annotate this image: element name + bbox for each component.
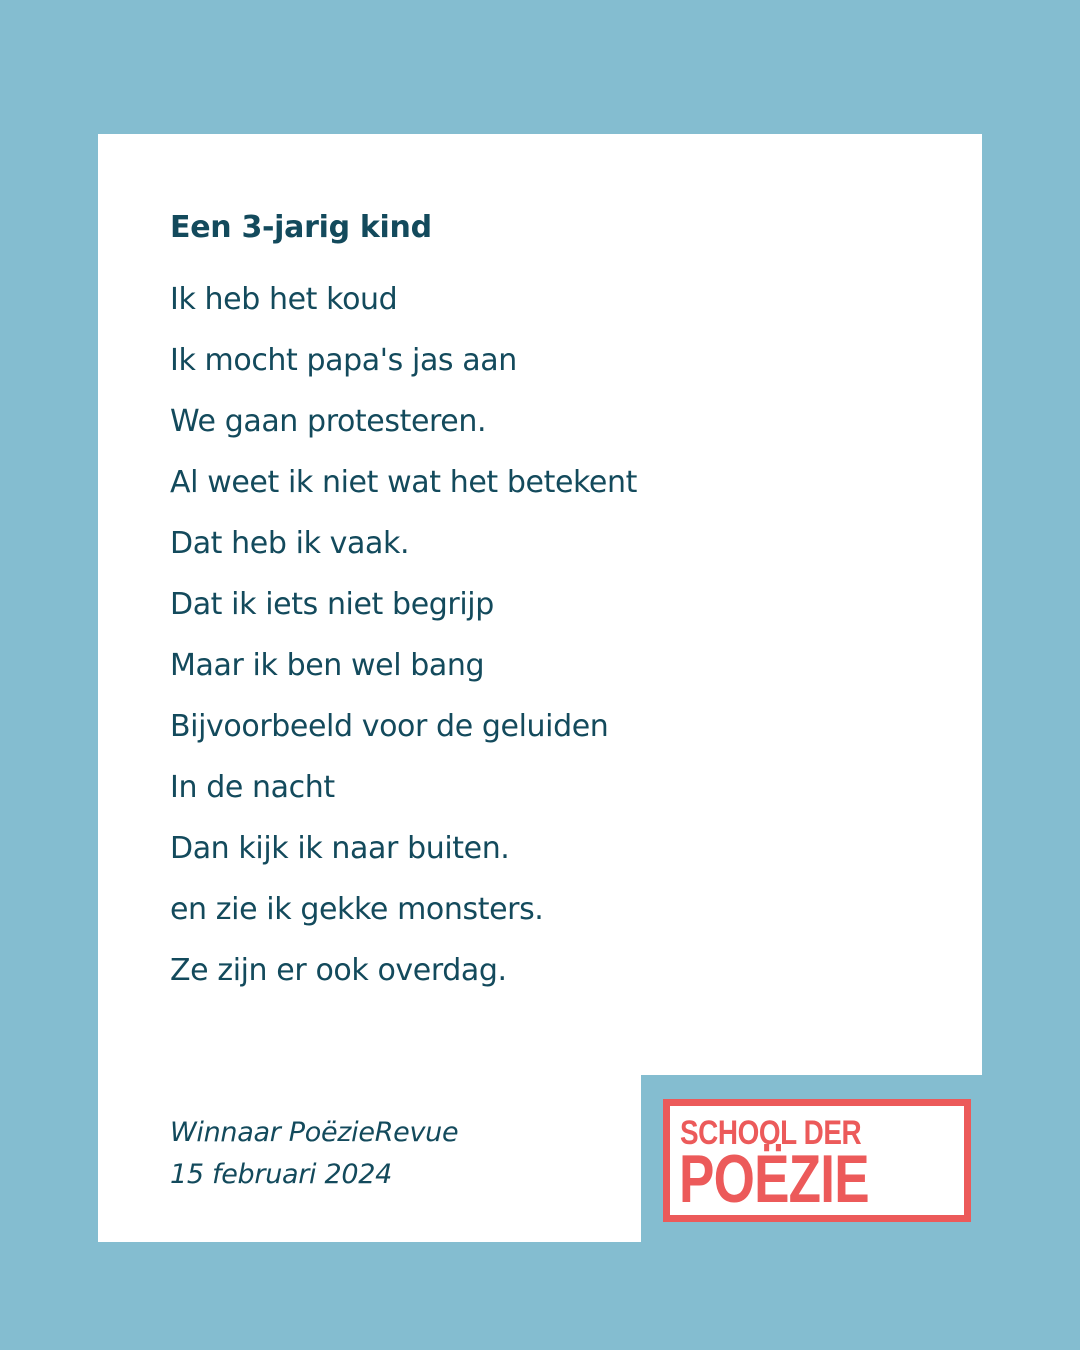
poem-line: Al weet ik niet wat het betekent [170,465,637,500]
poem-line: Maar ik ben wel bang [170,648,485,683]
poem-line: We gaan protesteren. [170,404,487,439]
poem-credit [170,1112,458,1196]
poem-line: In de nacht [170,770,335,805]
poem-line: Dat ik iets niet begrijp [170,587,494,622]
poem-line: Dat heb ik vaak. [170,526,410,561]
credit-award: Winnaar PoëzieRevue [170,1117,459,1148]
school-der-poezie-logo [663,1099,971,1222]
poem-line: Ik mocht papa's jas aan [170,343,517,378]
logo-line-bottom: POËZIE [679,1141,869,1217]
poem-line: Ik heb het koud [170,282,398,317]
poem-line: Dan kijk ik naar buiten. [170,831,510,866]
poem-line: Bijvoorbeeld voor de geluiden [170,709,609,744]
poem-line: en zie ik gekke monsters. [170,892,544,927]
poem-lines [170,278,637,1010]
poem-title: Een 3-jarig kind [170,210,432,245]
credit-date: 15 februari 2024 [170,1159,393,1190]
logo-line-top: SCHOOL DER [680,1114,862,1152]
poem-line: Ze zijn er ook overdag. [170,953,507,988]
